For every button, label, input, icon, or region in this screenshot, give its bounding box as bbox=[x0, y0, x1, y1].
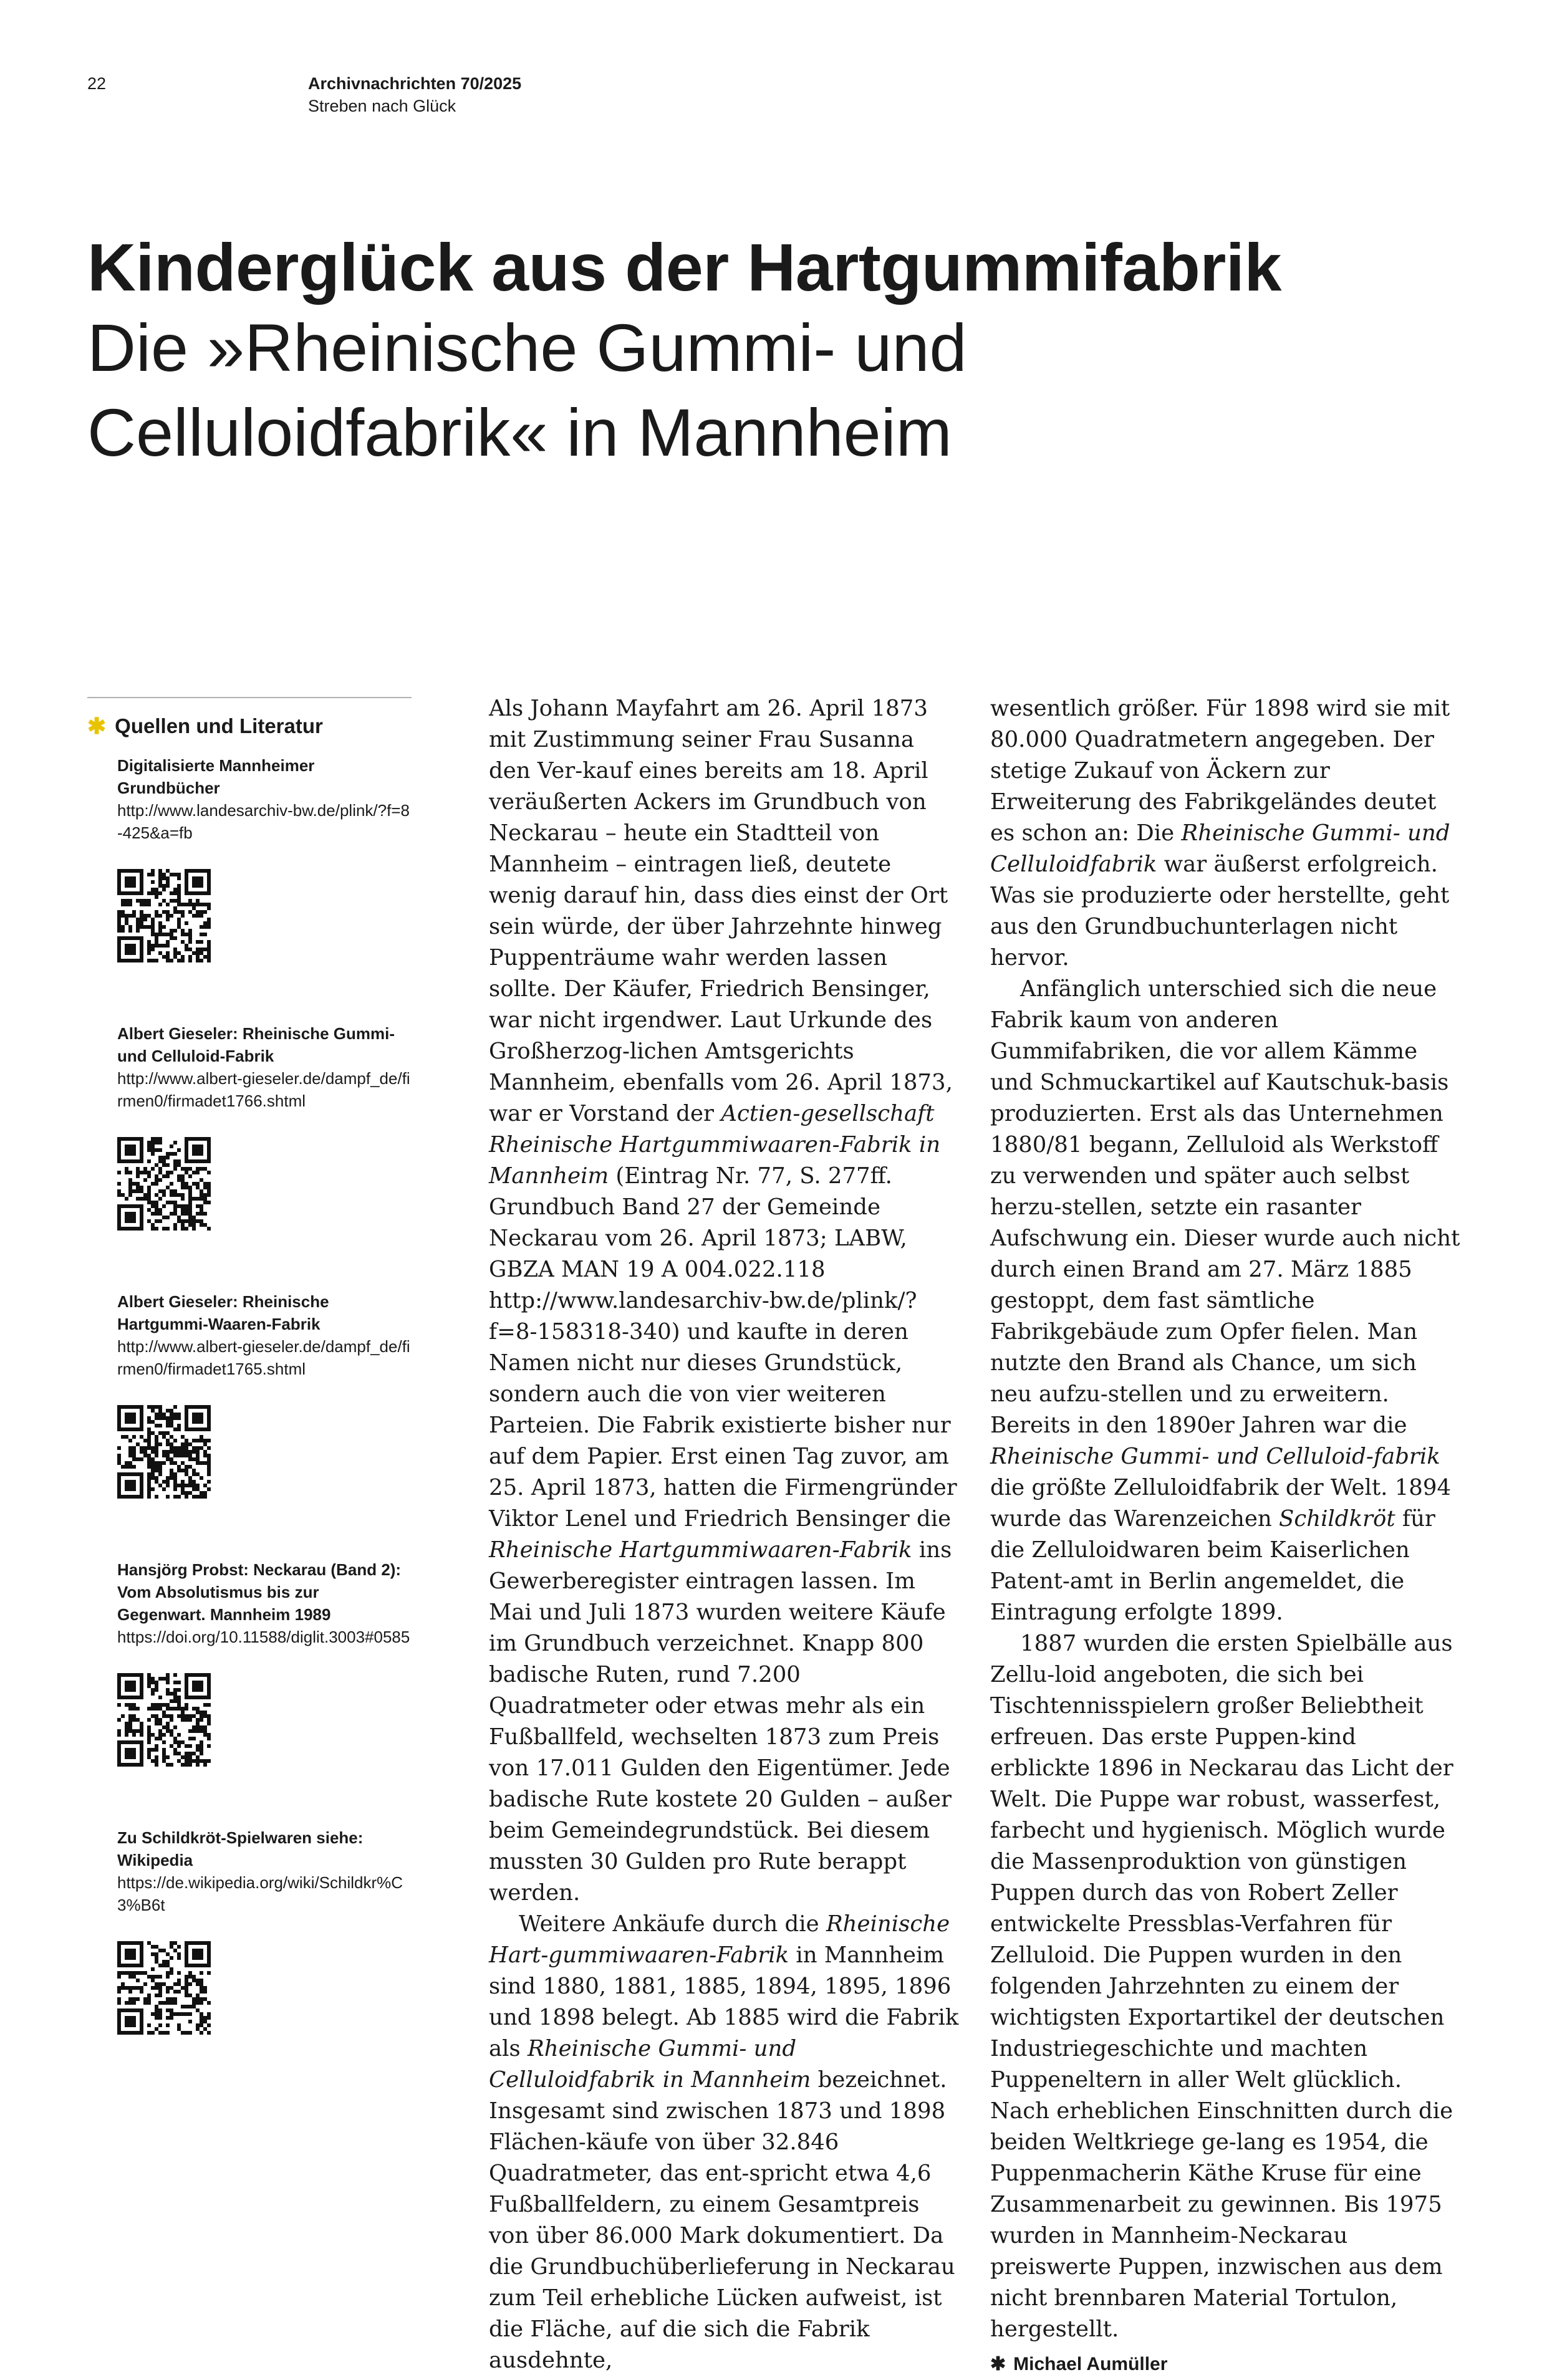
source-title: Albert Gieseler: Rheinische Gummi- und Celluloid-Fabrik bbox=[117, 1024, 395, 1065]
article-title-block bbox=[87, 229, 1472, 475]
source-link[interactable]: http://www.albert-gieseler.de/dampf_de/firmen0/firmadet1766.shtml bbox=[117, 1069, 410, 1110]
section-name: Streben nach Glück bbox=[308, 97, 456, 115]
qr-code[interactable] bbox=[117, 869, 211, 962]
qr-code[interactable] bbox=[117, 1405, 211, 1499]
source-entry bbox=[117, 754, 412, 962]
article-column-1 bbox=[489, 693, 960, 2376]
qr-code[interactable] bbox=[117, 1673, 211, 1767]
source-entry bbox=[117, 1826, 412, 2035]
article-column-2 bbox=[990, 693, 1461, 2380]
journal-issue: Archivnachrichten 70/2025 bbox=[308, 74, 522, 93]
sidebar-divider bbox=[87, 697, 412, 698]
source-link[interactable]: https://de.wikipedia.org/wiki/Schildkr%C3%B6t bbox=[117, 1873, 403, 1914]
qr-code[interactable] bbox=[117, 1941, 211, 2035]
subtitle-line-1: Die »Rheinische Gummi- und bbox=[87, 310, 967, 385]
source-title: Hansjörg Probst: Neckarau (Band 2): Vom Absolutismus bis zur Gegenwart. Mannheim 1989 bbox=[117, 1560, 402, 1624]
source-link[interactable]: http://www.albert-gieseler.de/dampf_de/firmen0/firmadet1765.shtml bbox=[117, 1337, 410, 1378]
subtitle-line-2: Celluloidfabrik« in Mannheim bbox=[87, 395, 952, 470]
author-byline bbox=[990, 2349, 1461, 2380]
source-entry bbox=[117, 1022, 412, 1231]
source-entry bbox=[117, 1558, 412, 1767]
running-header bbox=[308, 72, 521, 117]
source-entry bbox=[117, 1290, 412, 1499]
article-paragraph: Anfänglich unterschied sich die neue Fabrik kaum von anderen Gummifabriken, die vor allem Kämme und Schmuckartikel auf Kautschuk-basis produzierten. Erst als das Unternehmen 1880/81 begann, Zelluloid als Werkstoff zu verwenden und später auch selbst herzu-stellen, setzte ein rasanter Aufschwung ein. Dieser wurde auch nicht durch einen Brand am 27. März 1885 gestoppt, dem fast sämtliche Fabrikgebäude zum Opfer fielen. Man nutzte den Brand als Chance, um sich neu aufzu-stellen und zu erweitern. Bereits in den 1890er Jahren war die Rheinische Gummi- und Celluloid-fabrik die größte Zelluloidfabrik der Welt. 1894 wurde das Warenzeichen Schildkröt für die Zelluloidwaren beim Kaiserlichen Patent-amt in Berlin angemeldet, die Eintragung erfolgte 1899. bbox=[990, 976, 1460, 1625]
source-title: Digitalisierte Mannheimer Grundbücher bbox=[117, 756, 315, 797]
article-paragraph: Als Johann Mayfahrt am 26. April 1873 mit Zustimmung seiner Frau Susanna den Ver-kauf eines bereits am 18. April veräußerten Ackers im Grundbuch von Neckarau – heute ein Stadtteil von Mannheim – eintragen ließ, deutete wenig darauf hin, dass dies einst der Ort sein würde, der über Jahrzehnte hinweg Puppenträume wahr werden lassen sollte. Der Käufer, Friedrich Bensinger, war nicht irgendwer. Laut Urkunde des Großherzog-lichen Amtsgerichts Mannheim, ebenfalls vom 26. April 1873, war er Vorstand der Actien-gesellschaft Rheinische Hartgummiwaaren-Fabrik in Mannheim (Eintrag Nr. 77, S. 277ff. Grundbuch Band 27 der Gemeinde Neckarau vom 26. April 1873; LABW, GBZA MAN 19 A 004.022.118 http://www.landesarchiv-bw.de/plink/?f=8-158318-340) und kaufte in deren Namen nicht nur dieses Grundstück, sondern auch die von vier weiteren Parteien. Die Fabrik existierte bisher nur auf dem Papier. Erst einen Tag zuvor, am 25. April 1873, hatten die Firmengründer Viktor Lenel und Friedrich Bensinger die Rheinische Hartgummiwaaren-Fabrik ins Gewerberegister eintragen lassen. Im Mai und Juli 1873 wurden weitere Käufe im Grundbuch verzeichnet. Knapp 800 badische Ruten, rund 7.200 Quadratmeter oder etwas mehr als ein Fußballfeld, wechselten 1873 zum Preis von 17.011 Gulden den Eigentümer. Jede badische Rute kostete 20 Gulden – außer beim Gemeindegrundstück. Bei diesem mussten 30 Gulden pro Rute berappt werden. bbox=[489, 696, 957, 1906]
sources-heading-label: Quellen und Literatur bbox=[115, 714, 323, 737]
source-link[interactable]: http://www.landesarchiv-bw.de/plink/?f=8-425&a=fb bbox=[117, 801, 410, 842]
source-link[interactable]: https://doi.org/10.11588/diglit.3003#0585 bbox=[117, 1628, 410, 1646]
article-subtitle bbox=[87, 305, 1472, 475]
sources-list bbox=[87, 754, 412, 2035]
source-title: Albert Gieseler: Rheinische Hartgummi-Waaren-Fabrik bbox=[117, 1292, 329, 1333]
sources-heading bbox=[87, 714, 412, 738]
article-title: Kinderglück aus der Hartgummifabrik bbox=[87, 229, 1281, 305]
sources-sidebar bbox=[87, 697, 412, 2094]
asterisk-icon: ✱ bbox=[990, 2354, 1006, 2374]
author-name: Michael Aumüller bbox=[1013, 2354, 1168, 2374]
article-paragraph: Weitere Ankäufe durch die Rheinische Hart-gummiwaaren-Fabrik in Mannheim sind 1880, 1881, 1885, 1894, 1895, 1896 und 1898 belegt. Ab 1885 wird die Fabrik als Rheinische Gummi- und Celluloidfabrik in Mannheim bezeichnet. Insgesamt sind zwischen 1873 und 1898 Flächen-käufe von über 32.846 Quadratmeter, das ent-spricht etwa 4,6 Fußballfeldern, zu einem Gesamtpreis von über 86.000 Mark dokumentiert. Da die Grundbuchüberlieferung in Neckarau zum Teil erhebliche Lücken aufweist, ist die Fläche, auf die sich die Fabrik ausdehnte, bbox=[489, 1911, 959, 2373]
article-paragraph: wesentlich größer. Für 1898 wird sie mit 80.000 Quadratmetern angegeben. Der stetige Zukauf von Äckern zur Erweiterung des Fabrikgeländes deutet es schon an: Die Rheinische Gummi- und Celluloidfabrik war äußerst erfolgreich. Was sie produzierte oder herstellte, geht aus den Grundbuchunterlagen nicht hervor. bbox=[990, 696, 1450, 971]
source-title: Zu Schildkröt-Spielwaren siehe: Wikipedia bbox=[117, 1828, 364, 1869]
page-number: 22 bbox=[87, 74, 107, 93]
qr-code[interactable] bbox=[117, 1137, 211, 1231]
article-paragraph: 1887 wurden die ersten Spielbälle aus Zellu-loid angeboten, die sich bei Tischtennisspielern großer Beliebtheit erfreuen. Das erste Puppen-kind erblickte 1896 in Neckarau das Licht der Welt. Die Puppe war robust, wasserfest, farbecht und hygienisch. Möglich wurde die Massenproduktion von günstigen Puppen durch das von Robert Zeller entwickelte Pressblas-Verfahren für Zelluloid. Die Puppen wurden in den folgenden Jahrzehnten zu einem der wichtigsten Exportartikel der deutschen Industriegeschichte und machten Puppeneltern in aller Welt glücklich. Nach erheblichen Einschnitten durch die beiden Weltkriege ge-lang es 1954, die Puppenmacherin Käthe Kruse für eine Zusammenarbeit zu gewinnen. Bis 1975 wurden in Mannheim-Neckarau preiswerte Puppen, inzwischen aus dem nicht brennbaren Material Tortulon, hergestellt. bbox=[990, 1631, 1453, 2342]
asterisk-icon: ✱ bbox=[87, 713, 107, 739]
